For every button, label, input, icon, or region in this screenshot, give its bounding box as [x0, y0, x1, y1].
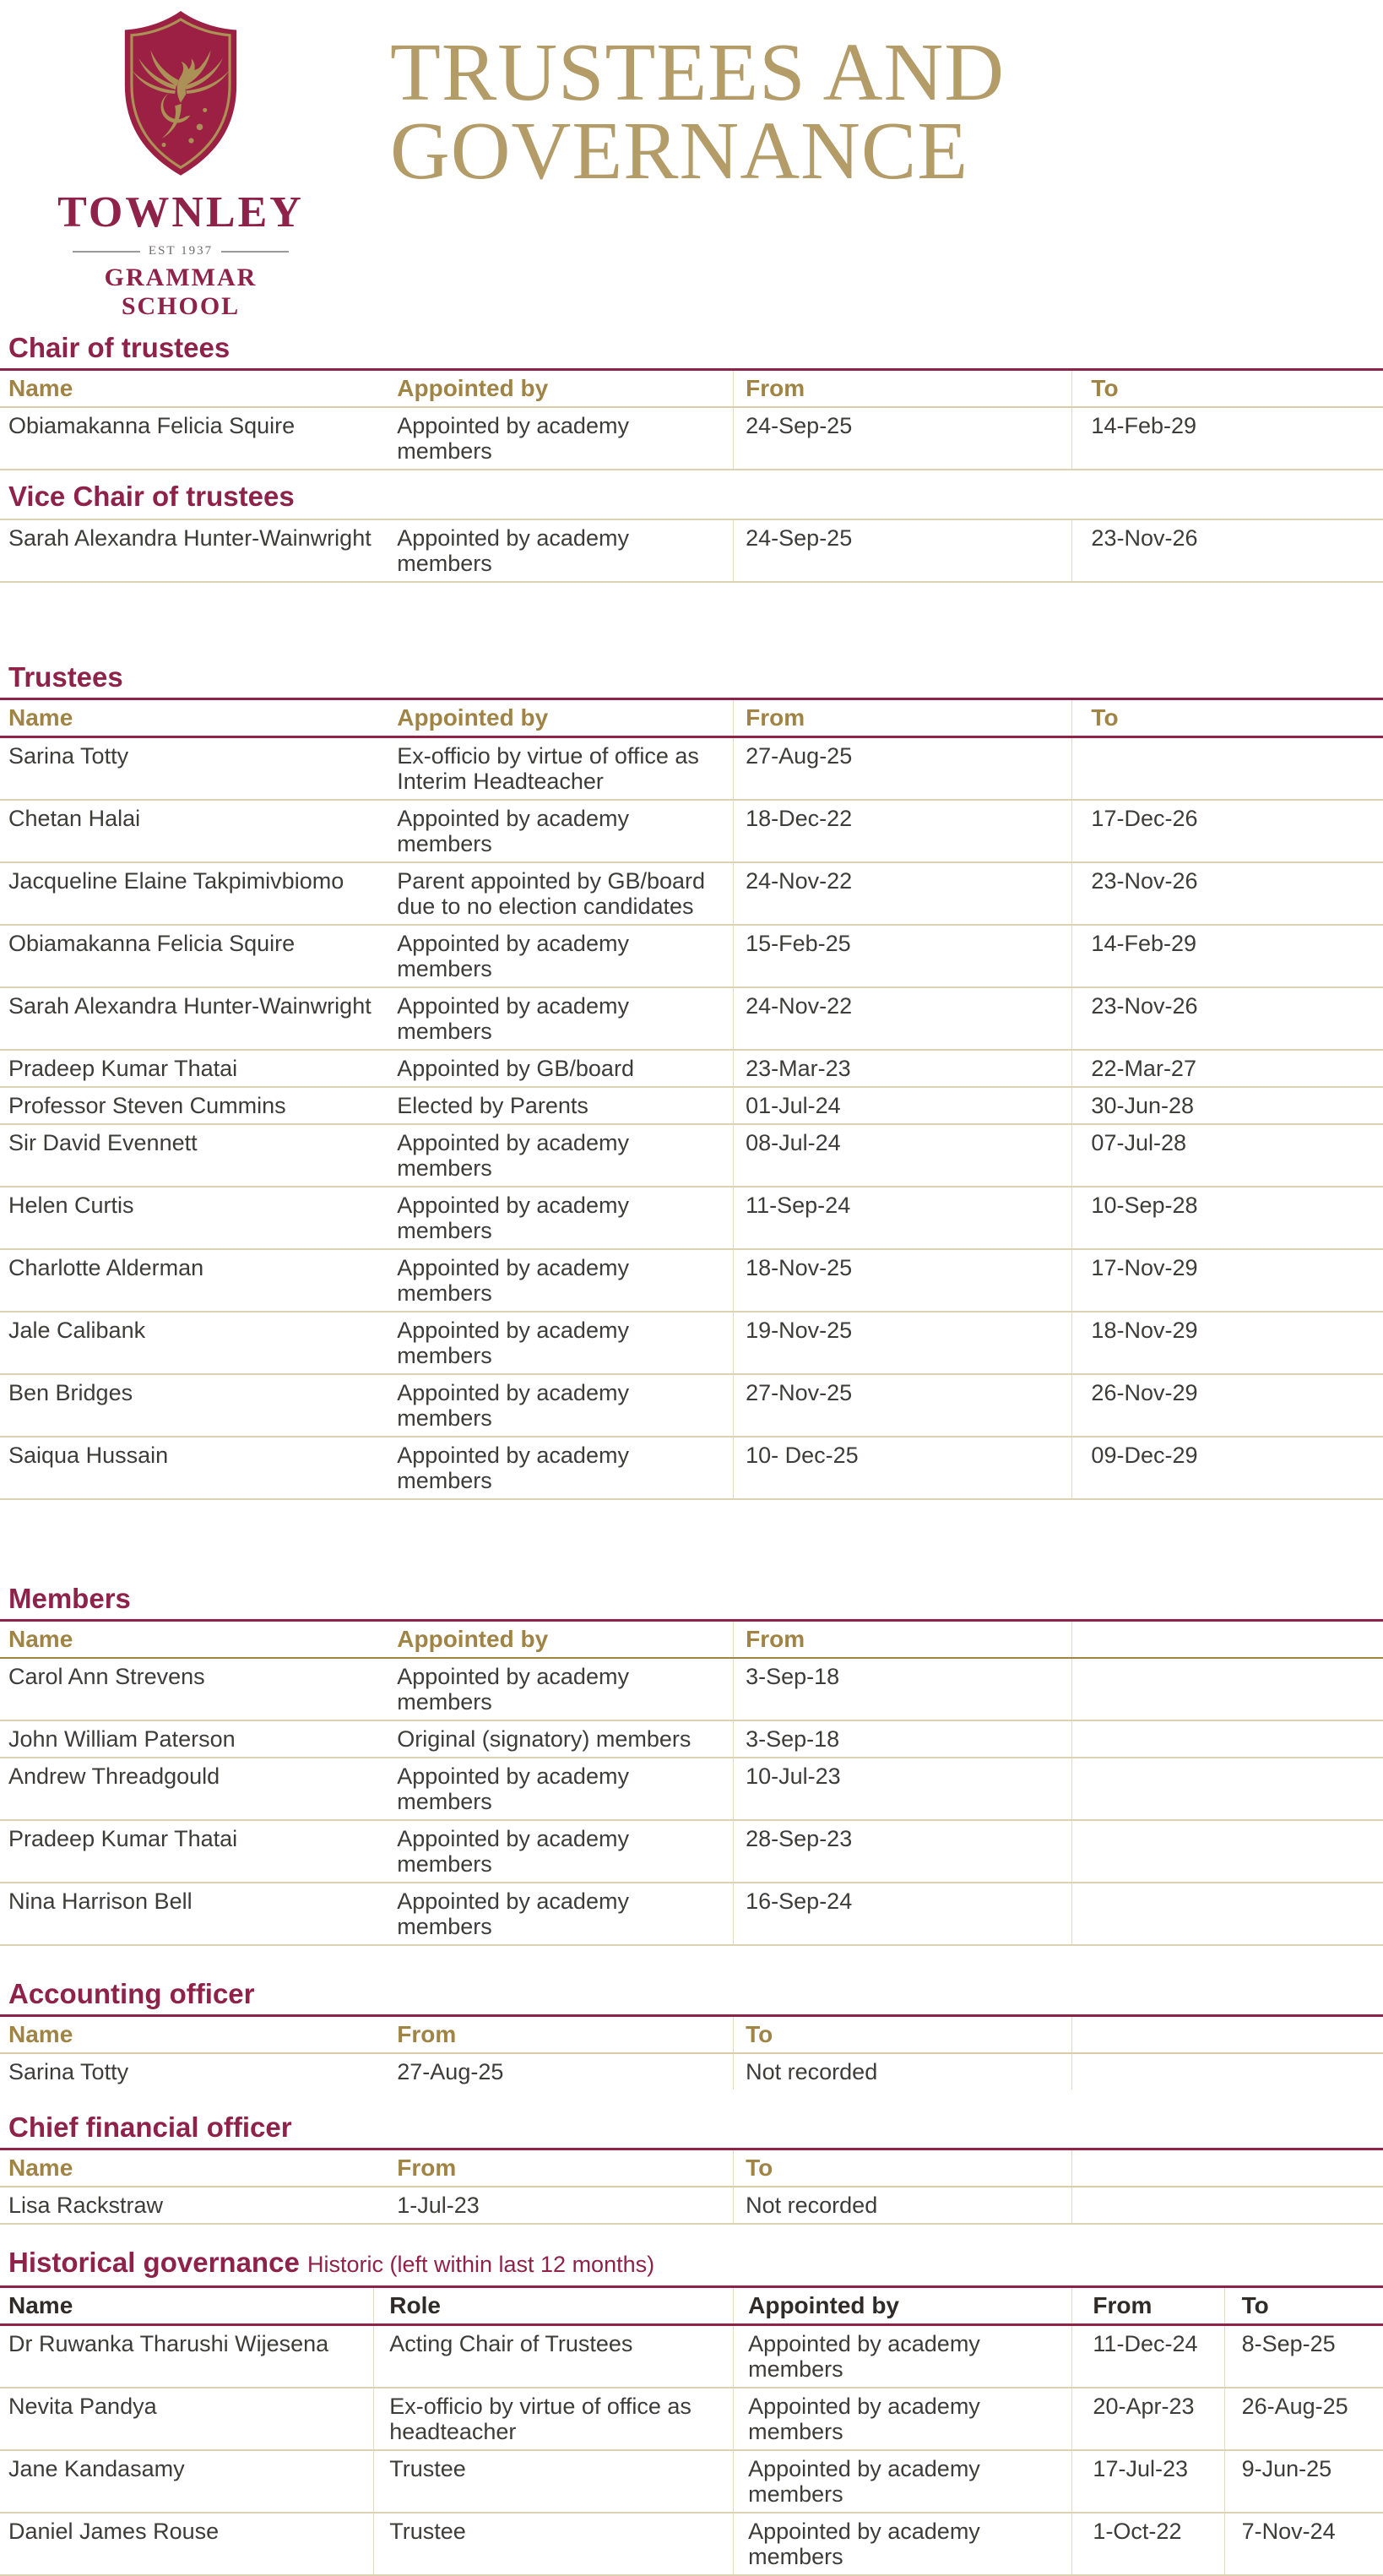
- table-row: [0, 1659, 1383, 1721]
- accounting-officer-table-header: [0, 2017, 1383, 2054]
- cell-from: 1-Jul-23: [397, 2193, 480, 2218]
- cell-from: 15-Feb-25: [733, 926, 1071, 986]
- cell-from: 08-Jul-24: [733, 1125, 1071, 1186]
- cell-from: 3-Sep-18: [733, 1659, 1071, 1720]
- table-row: [0, 1250, 1383, 1312]
- table-row: [0, 801, 1383, 863]
- column-header-to: To: [733, 2150, 1071, 2186]
- cell-to: 14-Feb-29: [1071, 408, 1383, 469]
- cell-name: John William Paterson: [8, 1726, 236, 1752]
- cell-name: Charlotte Alderman: [8, 1255, 204, 1280]
- cell-appointed-by: Appointed by academy members: [397, 1664, 629, 1715]
- cell-name: Sir David Evennett: [8, 1130, 198, 1155]
- right-rule: [221, 251, 289, 253]
- column-header-to: To: [1224, 2288, 1383, 2323]
- cell-name: Obiamakanna Felicia Squire: [8, 931, 296, 956]
- cell-to: 30-Jun-28: [1071, 1088, 1383, 1123]
- members-table-body: [0, 1659, 1383, 1946]
- table-row: [0, 1758, 1383, 1821]
- cell-to: 07-Jul-28: [1071, 1125, 1383, 1186]
- column-header-empty: [1071, 2017, 1383, 2052]
- cell-name: Jale Calibank: [8, 1318, 146, 1343]
- cell-name: Chetan Halai: [8, 806, 141, 831]
- section-accounting-officer: [0, 1980, 1383, 2090]
- table-row: [0, 1821, 1383, 1883]
- cell-from: 18-Nov-25: [733, 1250, 1071, 1311]
- cell-name: Sarina Totty: [8, 743, 129, 769]
- column-header-from: From: [733, 371, 1071, 406]
- cell-appointed-by: Appointed by academy members: [397, 1255, 629, 1306]
- cell-from: 10- Dec-25: [733, 1437, 1071, 1498]
- cell-name: Daniel James Rouse: [8, 2519, 220, 2544]
- column-header-name: Name: [8, 704, 73, 731]
- cell-appointed-by: Appointed by GB/board: [397, 1056, 634, 1081]
- cell-name: Dr Ruwanka Tharushi Wijesena: [8, 2331, 329, 2356]
- cell-from: 19-Nov-25: [733, 1312, 1071, 1373]
- column-header-role: Role: [373, 2288, 733, 2323]
- cell-to: 17-Nov-29: [1071, 1250, 1383, 1311]
- accounting-officer-table-body: [0, 2054, 1383, 2090]
- members-table-header: [0, 1622, 1383, 1659]
- cell-to: [1071, 738, 1383, 799]
- column-header-to: To: [733, 2017, 1071, 2052]
- cfo-table-header: [0, 2150, 1383, 2187]
- cfo-heading: Chief financial officer: [0, 2113, 1383, 2150]
- column-header-appointed-by: Appointed by: [397, 375, 549, 401]
- cell-to: 26-Aug-25: [1224, 2389, 1383, 2449]
- cell-from: 18-Dec-22: [733, 801, 1071, 861]
- cfo-table-body: [0, 2187, 1383, 2225]
- column-header-name: Name: [8, 1626, 73, 1652]
- table-row: [0, 519, 1383, 583]
- cell-name: Helen Curtis: [8, 1193, 134, 1218]
- table-row: [0, 1088, 1383, 1125]
- cell-empty: [1071, 2054, 1383, 2090]
- table-row: [0, 408, 1383, 470]
- cell-to: 8-Sep-25: [1224, 2326, 1383, 2387]
- table-row: [0, 2514, 1383, 2576]
- section-chair-of-trustees: [0, 334, 1383, 583]
- trustees-table-body: [0, 738, 1383, 1500]
- cell-appointed-by: Appointed by academy members: [397, 1889, 629, 1939]
- page-header: [0, 0, 1383, 320]
- cell-appointed-by: Ex-officio by virtue of office as Interim Headteacher: [397, 743, 699, 794]
- cell-empty: [1071, 1821, 1383, 1882]
- table-row: [0, 1437, 1383, 1500]
- school-logo: [57, 7, 304, 321]
- cell-name: Sarina Totty: [8, 2059, 129, 2084]
- cell-name: Andrew Threadgould: [8, 1764, 220, 1789]
- cell-appointed-by: Elected by Parents: [397, 1093, 588, 1118]
- column-header-name: Name: [8, 2155, 73, 2181]
- cell-empty: [1071, 1721, 1383, 1757]
- page-title: TRUSTEES AND GOVERNANCE: [390, 27, 1006, 198]
- cell-from: 24-Sep-25: [733, 408, 1071, 469]
- cell-name: Pradeep Kumar Thatai: [8, 1056, 238, 1081]
- cell-from: 17-Jul-23: [1071, 2451, 1223, 2512]
- cell-appointed-by: Appointed by academy members: [397, 806, 629, 856]
- column-header-appointed-by: Appointed by: [733, 2288, 1071, 2323]
- historical-table-body: [0, 2326, 1383, 2576]
- table-row: [0, 988, 1383, 1051]
- column-header-to: To: [1071, 700, 1383, 736]
- cell-empty: [1071, 1659, 1383, 1720]
- cell-from: 11-Dec-24: [1071, 2326, 1223, 2387]
- table-row: [0, 1883, 1383, 1946]
- cell-appointed-by: Appointed by academy members: [397, 1826, 629, 1877]
- cell-appointed-by: Appointed by academy members: [733, 2451, 1071, 2512]
- cell-name: Jane Kandasamy: [8, 2456, 185, 2481]
- historical-heading-text: Historical governance: [8, 2247, 300, 2278]
- column-header-name: Name: [8, 2021, 73, 2047]
- cell-appointed-by: Appointed by academy members: [733, 2326, 1071, 2387]
- table-row: [0, 1125, 1383, 1187]
- column-header-appointed-by: Appointed by: [397, 704, 549, 731]
- table-row: [0, 926, 1383, 988]
- cell-from: 24-Nov-22: [733, 988, 1071, 1049]
- cell-name: Nevita Pandya: [8, 2394, 157, 2419]
- cell-to: 17-Dec-26: [1071, 801, 1383, 861]
- column-header-from: From: [397, 2021, 457, 2047]
- cell-to: 22-Mar-27: [1071, 1051, 1383, 1086]
- vice-chair-heading: Vice Chair of trustees: [8, 481, 295, 512]
- established-text: EST 1937: [148, 244, 214, 258]
- cell-role: Ex-officio by virtue of office as headteacher: [373, 2389, 733, 2449]
- cell-appointed-by: Appointed by academy members: [397, 993, 629, 1044]
- school-type: GRAMMAR SCHOOL: [104, 264, 258, 320]
- cell-name: Lisa Rackstraw: [8, 2193, 164, 2218]
- section-chief-financial-officer: [0, 2113, 1383, 2225]
- cell-from: 24-Sep-25: [733, 520, 1071, 581]
- cell-from: 10-Jul-23: [733, 1758, 1071, 1819]
- cell-to: 23-Nov-26: [1071, 520, 1383, 581]
- table-row: [0, 1375, 1383, 1437]
- cell-to: 26-Nov-29: [1071, 1375, 1383, 1436]
- accounting-officer-heading: Accounting officer: [0, 1980, 1383, 2017]
- chair-table-body: [0, 408, 1383, 470]
- cell-name: Carol Ann Strevens: [8, 1664, 205, 1689]
- cell-name: Sarah Alexandra Hunter-Wainwright: [8, 525, 372, 551]
- column-header-to: To: [1071, 371, 1383, 406]
- column-header-from: From: [1071, 2288, 1223, 2323]
- section-historical-governance: [0, 2248, 1383, 2576]
- column-header-appointed-by: Appointed by: [397, 1626, 549, 1652]
- cell-appointed-by: Appointed by academy members: [733, 2389, 1071, 2449]
- column-header-from: From: [733, 700, 1071, 736]
- trustees-table-header: [0, 700, 1383, 738]
- school-name: TOWNLEY: [57, 188, 304, 236]
- section-trustees: [0, 663, 1383, 1500]
- cell-to: Not recorded: [733, 2054, 1071, 2090]
- table-row: [0, 1312, 1383, 1375]
- table-row: [0, 1721, 1383, 1758]
- cell-from: 27-Aug-25: [397, 2059, 504, 2084]
- cell-from: 1-Oct-22: [1071, 2514, 1223, 2574]
- cell-empty: [1071, 1758, 1383, 1819]
- cell-appointed-by: Appointed by academy members: [397, 1764, 629, 1814]
- cell-name: Pradeep Kumar Thatai: [8, 1826, 238, 1851]
- cell-name: Nina Harrison Bell: [8, 1889, 193, 1914]
- cell-appointed-by: Appointed by academy members: [733, 2514, 1071, 2574]
- table-row: [0, 738, 1383, 801]
- cell-to: 18-Nov-29: [1071, 1312, 1383, 1373]
- column-header-from: From: [397, 2155, 457, 2181]
- cell-empty: [1071, 1883, 1383, 1944]
- chair-heading: Chair of trustees: [0, 334, 1383, 371]
- left-rule: [73, 251, 140, 253]
- column-header-name: Name: [8, 375, 73, 401]
- cell-appointed-by: Appointed by academy members: [397, 1318, 629, 1368]
- vice-chair-table-body: [0, 519, 1383, 583]
- cell-from: 27-Nov-25: [733, 1375, 1071, 1436]
- cell-from: 3-Sep-18: [733, 1721, 1071, 1757]
- cell-to: 23-Nov-26: [1071, 863, 1383, 924]
- cell-from: 16-Sep-24: [733, 1883, 1071, 1944]
- cell-name: Sarah Alexandra Hunter-Wainwright: [8, 993, 372, 1019]
- cell-name: Jacqueline Elaine Takpimivbiomo: [8, 868, 344, 894]
- cell-empty: [1071, 2187, 1383, 2223]
- established-line: [73, 244, 289, 258]
- table-row: [0, 2054, 1383, 2090]
- table-row: [0, 2389, 1383, 2451]
- section-members: [0, 1584, 1383, 1946]
- cell-from: 20-Apr-23: [1071, 2389, 1223, 2449]
- cell-name: Professor Steven Cummins: [8, 1093, 286, 1118]
- cell-from: 01-Jul-24: [733, 1088, 1071, 1123]
- cell-from: 24-Nov-22: [733, 863, 1071, 924]
- cell-name: Saiqua Hussain: [8, 1443, 169, 1468]
- cell-to: 7-Nov-24: [1224, 2514, 1383, 2574]
- historical-subtitle: Historic (left within last 12 months): [306, 2252, 655, 2277]
- historical-heading: [0, 2248, 1383, 2288]
- cell-appointed-by: Appointed by academy members: [397, 1443, 629, 1493]
- cell-appointed-by: Appointed by academy members: [397, 931, 629, 981]
- cell-role: Acting Chair of Trustees: [373, 2326, 733, 2387]
- cell-role: Trustee: [373, 2451, 733, 2512]
- table-row: [0, 2187, 1383, 2225]
- cell-to: 9-Jun-25: [1224, 2451, 1383, 2512]
- trustees-heading: Trustees: [0, 663, 1383, 700]
- cell-name: Ben Bridges: [8, 1380, 133, 1405]
- cell-to: Not recorded: [733, 2187, 1071, 2223]
- column-header-empty: [1071, 1622, 1383, 1657]
- cell-to: 10-Sep-28: [1071, 1187, 1383, 1248]
- column-header-from: From: [733, 1622, 1071, 1657]
- shield-phoenix-icon: [70, 7, 291, 181]
- cell-appointed-by: Appointed by academy members: [397, 413, 629, 464]
- cell-appointed-by: Appointed by academy members: [397, 1380, 629, 1431]
- column-header-empty: [1071, 2150, 1383, 2186]
- cell-to: 23-Nov-26: [1071, 988, 1383, 1049]
- cell-from: 11-Sep-24: [733, 1187, 1071, 1248]
- table-row: [0, 1187, 1383, 1250]
- chair-table-header: [0, 371, 1383, 408]
- table-row: [0, 2451, 1383, 2514]
- cell-appointed-by: Parent appointed by GB/board due to no election candidates: [397, 868, 706, 919]
- historical-table-header: [0, 2288, 1383, 2326]
- table-row: [0, 2326, 1383, 2389]
- cell-to: 09-Dec-29: [1071, 1437, 1383, 1498]
- cell-appointed-by: Original (signatory) members: [397, 1726, 692, 1752]
- table-row: [0, 1051, 1383, 1088]
- cell-appointed-by: Appointed by academy members: [397, 1130, 629, 1181]
- cell-to: 14-Feb-29: [1071, 926, 1383, 986]
- cell-appointed-by: Appointed by academy members: [397, 525, 629, 576]
- members-heading: Members: [0, 1584, 1383, 1622]
- cell-from: 27-Aug-25: [733, 738, 1071, 799]
- cell-role: Trustee: [373, 2514, 733, 2574]
- cell-from: 28-Sep-23: [733, 1821, 1071, 1882]
- cell-name: Obiamakanna Felicia Squire: [8, 413, 296, 438]
- column-header-name: Name: [8, 2292, 73, 2318]
- table-row: [0, 863, 1383, 926]
- cell-appointed-by: Appointed by academy members: [397, 1193, 629, 1243]
- cell-from: 23-Mar-23: [733, 1051, 1071, 1086]
